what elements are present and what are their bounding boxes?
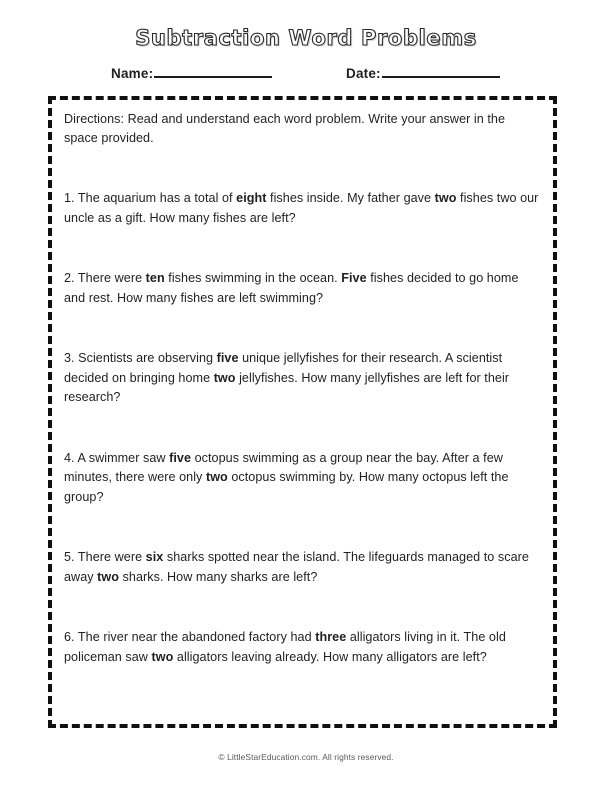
problem-text: alligators living in it. The old policeman saw (64, 630, 506, 664)
problem-number-word: eight (236, 191, 267, 205)
word-problem (64, 349, 541, 408)
problem-number-word: two (205, 470, 228, 484)
problem-number-word: five (169, 450, 192, 465)
problem-text: unique jellyfishes for their research. A scientist decided on bringing home (64, 351, 503, 385)
page-title: Subtraction Word Problems (135, 26, 477, 50)
problems-panel (48, 96, 557, 728)
problem-text: fishes two our uncle as a gift. How many fishes are left? (64, 191, 539, 225)
problem-text: 5. There were (64, 550, 146, 564)
name-date-row (0, 63, 612, 87)
problem-text: octopus swimming by. How many octopus left the group? (64, 470, 509, 504)
problem-text: 1. The aquarium has a total of (64, 191, 237, 205)
name-field-label: Name: (111, 66, 154, 81)
problem-number-word: Five (341, 271, 367, 285)
copyright-footer: © LittleStarEducation.com. All rights reserved. (218, 752, 394, 762)
word-problem (64, 189, 541, 228)
problem-text: sharks spotted near the island. The lifeguards managed to scare away (64, 550, 529, 584)
problem-text: octopus swimming as a group near the bay. After a few minutes, there were only (64, 450, 503, 484)
name-field-blank[interactable] (154, 63, 272, 78)
name-field[interactable] (111, 63, 272, 81)
word-problem (64, 449, 541, 508)
problem-text: fishes swimming in the ocean. (164, 271, 342, 285)
date-field[interactable] (346, 63, 500, 81)
problem-number-word: five (216, 351, 239, 365)
word-problem (64, 269, 541, 308)
word-problem (64, 548, 541, 587)
directions-text: Directions: Read and understand each word problem. Write your answer in the space provided. (64, 112, 506, 145)
problem-number-word: two (97, 569, 119, 584)
problem-text: 3. Scientists are observing (64, 351, 217, 365)
problem-text: jellyfishes. How many jellyfishes are left for their research? (64, 370, 510, 404)
date-field-blank[interactable] (382, 63, 500, 78)
problem-number-word: three (315, 630, 347, 644)
problem-number-word: two (151, 649, 174, 664)
problem-number-word: six (145, 550, 164, 564)
problem-text: 4. A swimmer saw (64, 450, 170, 465)
problem-number-word: two (213, 370, 236, 385)
problem-number-word: two (434, 191, 457, 205)
problem-number-word: ten (145, 271, 165, 285)
problem-text: 6. The river near the abandoned factory had (64, 630, 316, 644)
problem-text: fishes inside. My father gave (266, 191, 435, 205)
problem-text: sharks. How many sharks are left? (119, 569, 318, 584)
problem-list (64, 189, 541, 667)
word-problem (64, 628, 541, 667)
problem-text: alligators leaving already. How many alligators are left? (173, 649, 487, 664)
date-field-label: Date: (346, 66, 381, 81)
problem-text: fishes decided to go home and rest. How many fishes are left swimming? (64, 271, 519, 305)
problem-text: 2. There were (64, 271, 146, 285)
